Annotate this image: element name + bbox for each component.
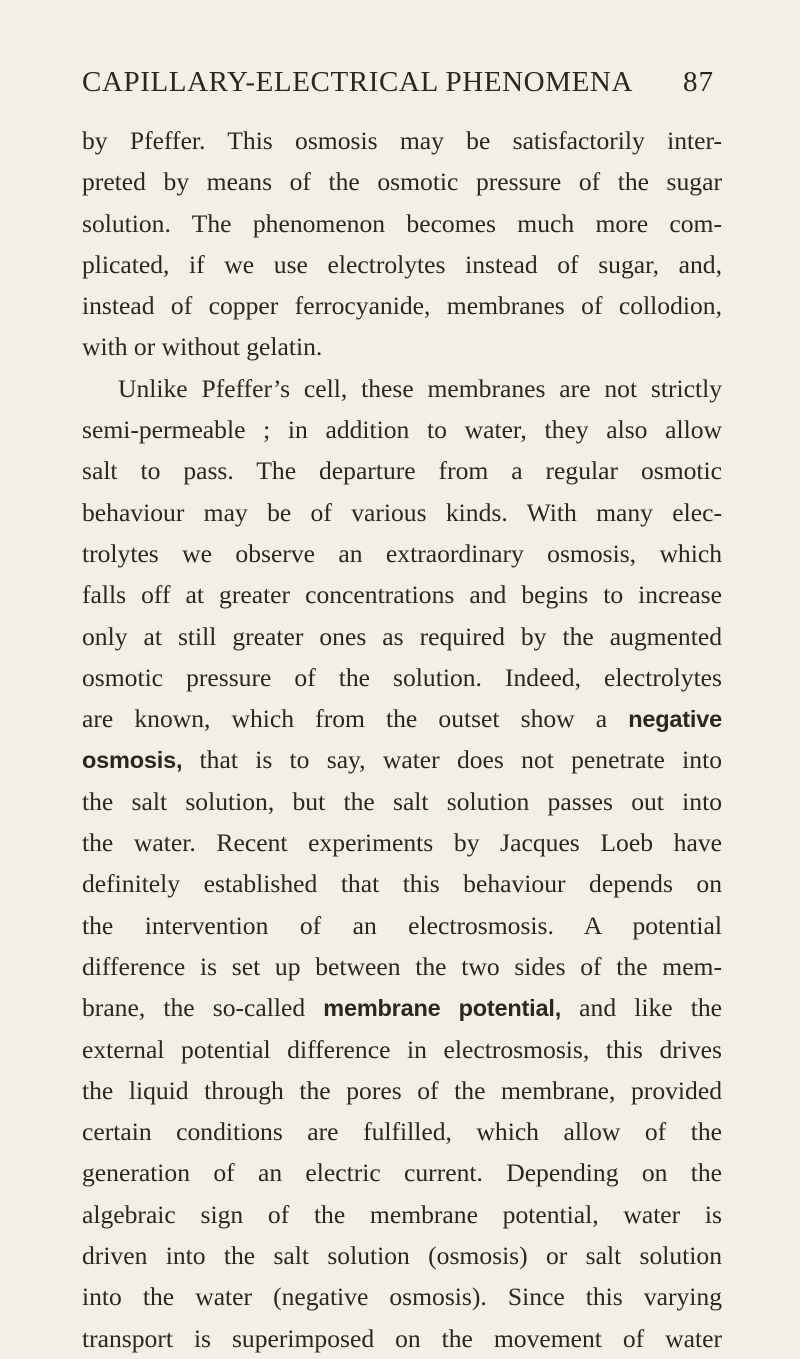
- text-line: external potential difference in electrosmosis, this drives: [82, 1034, 722, 1064]
- text-line: the water. Recent experiments by Jacques Loeb have: [82, 828, 722, 858]
- text-line: [82, 987, 722, 1028]
- text-run: are known, which from the outset show a: [82, 704, 629, 734]
- text-run: brane, the so-called: [82, 993, 324, 1023]
- text-line: salt to pass. The departure from a regular osmotic: [82, 456, 722, 486]
- text-line: semi-permeable ; in addition to water, they also allow: [82, 415, 722, 445]
- bold-term-membrane-potential: membrane potential,: [323, 995, 562, 1022]
- bold-term-negative: negative: [628, 706, 722, 733]
- text-line: driven into the salt solution (osmosis) or salt solution: [82, 1241, 722, 1271]
- chapter-title: CAPILLARY-ELECTRICAL PHENOMENA: [82, 66, 634, 98]
- text-line: instead of copper ferrocyanide, membranes of collodion,: [82, 291, 722, 321]
- text-line: Unlike Pfeffer’s cell, these membranes are not strictly: [118, 373, 722, 403]
- text-line: preted by means of the osmotic pressure of the sugar: [82, 167, 722, 197]
- text-line: by Pfeffer. This osmosis may be satisfactorily inter-: [82, 126, 722, 155]
- text-line: osmotic pressure of the solution. Indeed, electrolytes: [82, 662, 722, 692]
- page-number: 87: [683, 66, 714, 98]
- text-line: generation of an electric current. Depending on the: [82, 1158, 722, 1188]
- text-line: falls off at greater concentrations and begins to increase: [82, 580, 722, 610]
- text-line: definitely established that this behaviour depends on: [82, 869, 722, 899]
- text-line: [82, 739, 722, 780]
- text-line: solution. The phenomenon becomes much more com-: [82, 208, 722, 238]
- text-line: the salt solution, but the salt solution passes out into: [82, 786, 722, 816]
- running-header: [82, 66, 714, 99]
- text-line: [82, 698, 722, 739]
- text-line: algebraic sign of the membrane potential, water is: [82, 1199, 722, 1229]
- text-line: with or without gelatin.: [82, 332, 323, 362]
- text-line: trolytes we observe an extraordinary osmosis, which: [82, 538, 722, 568]
- text-run: and like the: [561, 993, 722, 1023]
- text-line: plicated, if we use electrolytes instead of sugar, and,: [82, 249, 722, 279]
- body-text: [82, 120, 722, 1359]
- text-line: the liquid through the pores of the membrane, provided: [82, 1075, 722, 1105]
- text-line: transport is superimposed on the movement of water: [82, 1323, 722, 1353]
- text-line: the intervention of an electrosmosis. A potential: [82, 910, 722, 940]
- text-run: that is to say, water does not penetrate into: [182, 745, 722, 775]
- text-line: only at still greater ones as required by the augmented: [82, 621, 722, 651]
- bold-term-osmosis: osmosis,: [82, 747, 183, 774]
- text-line: into the water (negative osmosis). Since this varying: [82, 1282, 722, 1312]
- text-line: difference is set up between the two sides of the mem-: [82, 951, 722, 981]
- text-line: certain conditions are fulfilled, which allow of the: [82, 1117, 722, 1147]
- text-line: behaviour may be of various kinds. With many elec-: [82, 497, 722, 527]
